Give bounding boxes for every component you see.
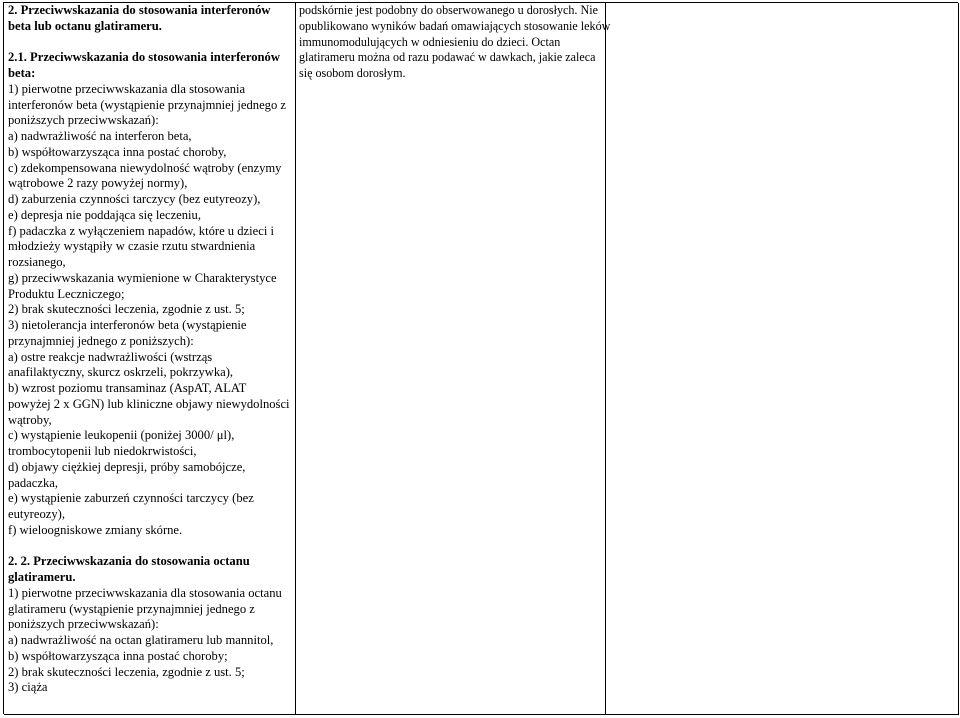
list-line: Produktu Leczniczego; xyxy=(8,286,125,301)
contraindications-text xyxy=(8,3,290,696)
section-2-1-list xyxy=(8,82,290,539)
list-line: f) wieloogniskowe zmiany skórne. xyxy=(8,522,183,537)
notes-line: glatirameru można od razu podawać w dawkach, jakie zaleca xyxy=(299,50,596,65)
list-line: anafilaktyczny, skurcz oskrzeli, pokrzywka), xyxy=(8,365,234,380)
list-line: wątrobowe 2 razy powyżej normy), xyxy=(8,176,188,191)
table-cell-empty xyxy=(606,3,959,715)
list-line: c) zdekompensowana niewydolność wątroby (enzymy xyxy=(8,160,282,175)
list-line: a) nadwrażliwość na interferon beta, xyxy=(8,129,192,143)
list-line: d) zaburzenia czynności tarczycy (bez eutyreozy), xyxy=(8,192,261,206)
list-line: f) padaczka z wyłączeniem napadów, które u dzieci i xyxy=(8,223,274,238)
section-2-heading-line: 2. Przeciwwskazania do stosowania interferonów xyxy=(8,3,271,17)
list-line: wątroby, xyxy=(8,412,52,427)
list-line: interferonów beta (wystąpienie przynajmniej jednego z xyxy=(8,97,287,112)
notes-line: opublikowano wyników badań omawiających stosowanie leków xyxy=(299,18,611,33)
list-line: b) współtowarzysząca inna postać choroby, xyxy=(8,144,227,159)
list-line: 3) ciąża xyxy=(8,680,48,695)
section-2-2-heading-line: 2. 2. Przeciwwskazania do stosowania octanu xyxy=(8,554,250,569)
list-line: glatirameru (wystąpienie przynajmniej jednego z xyxy=(8,601,255,616)
notes-line: podskórnie jest podobny do obserwowanego u dorosłych. Nie xyxy=(299,3,598,17)
list-line: b) wzrost poziomu transaminaz (AspAT, ALAT xyxy=(8,381,247,395)
section-2-2-list xyxy=(8,586,290,696)
section-2-1-heading-line: beta: xyxy=(8,66,36,80)
list-line: poniższych przeciwwskazań): xyxy=(8,617,159,632)
notes-text xyxy=(299,3,611,82)
list-line: e) wystąpienie zaburzeń czynności tarczycy (bez xyxy=(8,491,254,506)
list-line: rozsianego, xyxy=(8,255,66,269)
list-line: a) ostre reakcje nadwrażliwości (wstrząs xyxy=(8,349,213,364)
section-2-1-heading-line: 2.1. Przeciwwskazania do stosowania interferonów xyxy=(8,50,280,65)
list-line: 1) pierwotne przeciwwskazania dla stosowania octanu xyxy=(8,585,282,600)
list-line: 3) nietolerancja interferonów beta (wystąpienie xyxy=(8,318,247,332)
notes-line: immunomodulujących w odniesieniu do dzieci. Octan xyxy=(299,34,561,49)
list-line: 1) pierwotne przeciwwskazania dla stosowania xyxy=(8,81,246,96)
list-line: eutyreozy), xyxy=(8,507,65,521)
list-line: młodzieży wystąpiły w czasie rzutu stwardnienia xyxy=(8,239,256,254)
list-line: 2) brak skuteczności leczenia, zgodnie z ust. 5; xyxy=(8,302,245,317)
section-2-heading-line: beta lub octanu glatirameru. xyxy=(8,18,162,33)
list-line: trombocytopenii lub niedokrwistości, xyxy=(8,444,197,458)
section-2-2-heading-line: glatirameru. xyxy=(8,570,76,584)
list-line: d) objawy ciężkiej depresji, próby samobójcze, xyxy=(8,459,246,474)
list-line: b) współtowarzysząca inna postać choroby; xyxy=(8,648,228,663)
list-line: przynajmniej jednego z poniższych): xyxy=(8,333,194,348)
notes-line: się osobom dorosłym. xyxy=(299,66,406,81)
list-line: padaczka, xyxy=(8,475,58,490)
list-line: 2) brak skuteczności leczenia, zgodnie z ust. 5; xyxy=(8,664,245,679)
list-line: powyżej 2 x GGN) lub kliniczne objawy niewydolności xyxy=(8,396,290,411)
list-line: poniższych przeciwwskazań): xyxy=(8,113,159,128)
table-cell-notes xyxy=(296,3,611,715)
list-line: a) nadwrażliwość na octan glatirameru lub mannitol, xyxy=(8,633,274,647)
list-line: e) depresja nie poddająca się leczeniu, xyxy=(8,207,202,222)
list-line: c) wystąpienie leukopenii (poniżej 3000/ μl), xyxy=(8,428,235,443)
list-line: g) przeciwwskazania wymienione w Charakterystyce xyxy=(8,270,277,285)
